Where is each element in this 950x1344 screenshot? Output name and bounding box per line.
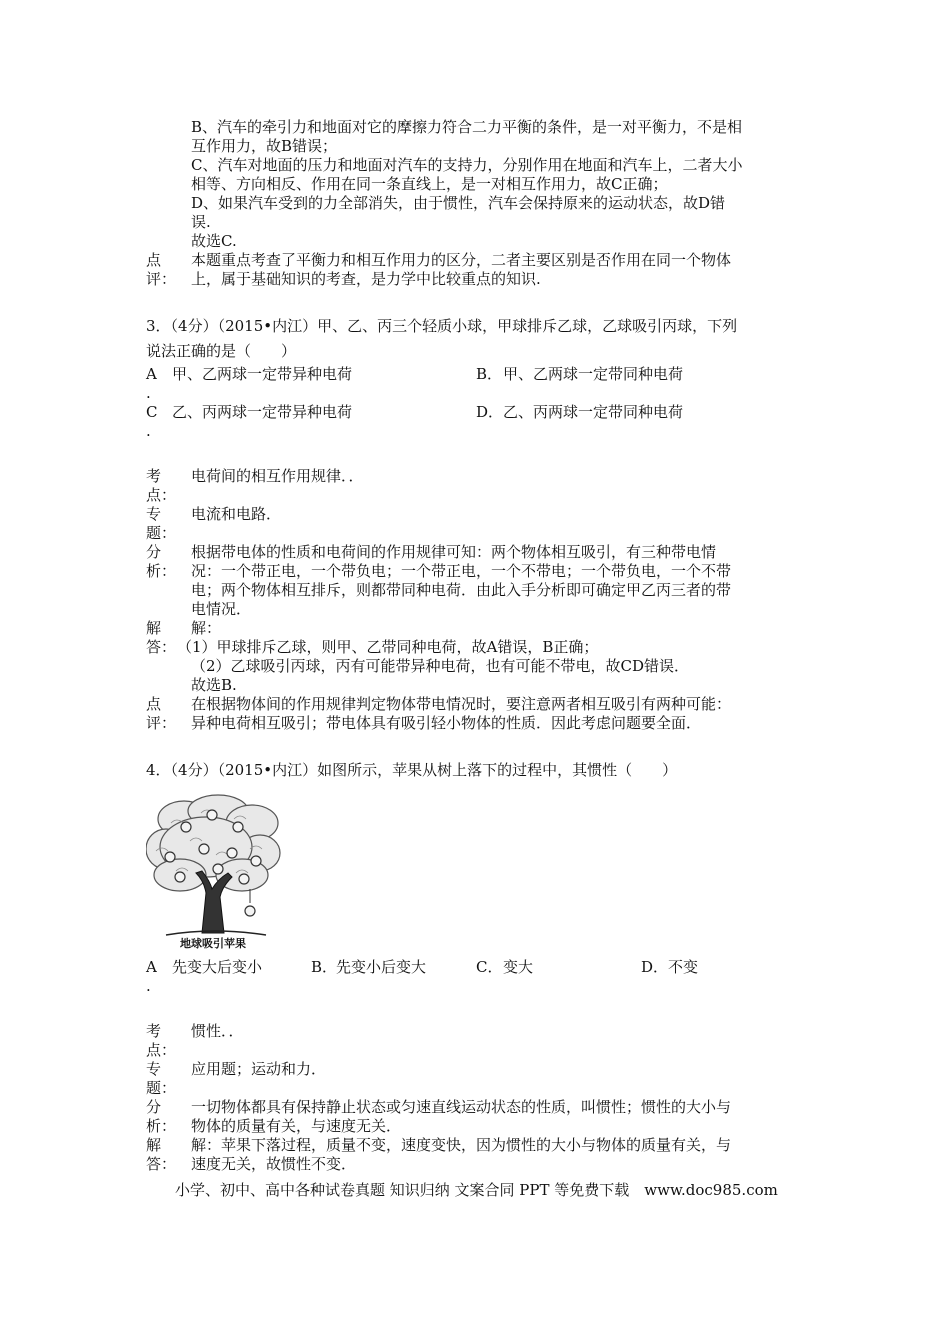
q3-fenxi-line: 电情况．	[191, 600, 252, 618]
q3-option-d: 乙、丙两球一定带同种电荷	[503, 403, 684, 421]
q3-stem: 3．（4分）（2015•内江）甲、乙、丙三个轻质小球，甲球排斥乙球，乙球吸引丙球，下列	[146, 317, 738, 335]
apple-tree-figure	[146, 793, 282, 949]
kaodian-label: 考	[146, 467, 162, 485]
q4-option-d: 不变	[668, 958, 699, 976]
zhuanti-label: 专	[146, 1060, 162, 1078]
q4-option-d-letter: D．	[641, 958, 669, 976]
q4-fenxi-line: 一切物体都具有保持静止状态或匀速直线运动状态的性质，叫惯性；惯性的大小与	[191, 1098, 732, 1116]
fenxi-label: 分	[146, 543, 162, 561]
q3-option-c-dot: .	[146, 422, 151, 440]
q3-fenxi-line: 电；两个物体相互排斥，则都带同种电荷．由此入手分析即可确定甲乙丙三者的带	[191, 581, 732, 599]
fenxi-label: 析：	[146, 562, 177, 580]
apple-tree-image	[146, 793, 282, 949]
q3-option-a: 甲、乙两球一定带异种电荷	[172, 365, 353, 383]
prev-answer-line: B、汽车的牵引力和地面对它的摩擦力符合二力平衡的条件，是一对平衡力，不是相	[191, 118, 743, 136]
jieda-label: 解	[146, 619, 162, 637]
q4-kaodian: 惯性．．	[191, 1022, 244, 1040]
q4-jieda-line: 速度无关，故惯性不变．	[191, 1155, 357, 1173]
zhuanti-label: 题：	[146, 524, 177, 542]
comment-label: 评：	[146, 270, 177, 288]
q4-fenxi-line: 物体的质量有关，与速度无关．	[191, 1117, 402, 1135]
q4-zhuanti: 应用题；运动和力．	[191, 1060, 327, 1078]
dianping-label: 评：	[146, 714, 177, 732]
q3-kaodian: 电荷间的相互作用规律．．	[191, 467, 364, 485]
zhuanti-label: 题：	[146, 1079, 177, 1097]
q4-jieda-line: 解：苹果下落过程，质量不变，速度变快，因为惯性的大小与物体的质量有关，与	[191, 1136, 732, 1154]
q3-option-c-letter: C	[146, 403, 158, 421]
prev-answer-line: 相等、方向相反、作用在同一条直线上，是一对相互作用力，故C正确；	[191, 175, 668, 193]
prev-answer-line: 互作用力，故B错误；	[191, 137, 338, 155]
q4-option-b: 先变小后变大	[336, 958, 427, 976]
q3-fenxi-line: 根据带电体的性质和电荷间的作用规律可知：两个物体相互吸引，有三种带电情	[191, 543, 717, 561]
prev-answer-line: 误.	[191, 213, 211, 231]
q3-option-b: 甲、乙两球一定带同种电荷	[503, 365, 684, 383]
jieda-label: 解	[146, 1136, 162, 1154]
page-footer: 小学、初中、高中各种试卷真题 知识归纳 文案合同 PPT 等免费下载 www.doc985.com	[175, 1181, 778, 1199]
q3-option-c: 乙、丙两球一定带异种电荷	[172, 403, 353, 421]
prev-answer-line: C、汽车对地面的压力和地面对汽车的支持力，分别作用在地面和汽车上，二者大小	[191, 156, 743, 174]
q3-stem: 说法正确的是（ ）	[146, 342, 297, 360]
q3-jieda-line: （2）乙球吸引丙球，丙有可能带异种电荷，也有可能不带电，故CD错误．	[191, 657, 690, 675]
prev-comment-line: 上，属于基础知识的考查，是力学中比较重点的知识.	[191, 270, 541, 288]
kaodian-label: 点：	[146, 1041, 177, 1059]
q3-zhuanti: 电流和电路．	[191, 505, 282, 523]
prev-answer-line: D、如果汽车受到的力全部消失，由于惯性，汽车会保持原来的运动状态，故D错	[191, 194, 726, 212]
prev-answer-line: 故选C.	[191, 232, 237, 250]
q3-dianping-line: 在根据物体间的作用规律判定物体带电情况时，要注意两者相互吸引有两种可能：	[191, 695, 732, 713]
figure-caption: 地球吸引苹果	[180, 937, 246, 949]
q3-option-d-letter: D．	[476, 403, 504, 421]
fenxi-label: 析：	[146, 1117, 177, 1135]
zhuanti-label: 专	[146, 505, 162, 523]
jieda-label: 答：	[146, 638, 177, 656]
q3-option-a-dot: .	[146, 384, 151, 402]
q3-option-b-letter: B．	[476, 365, 503, 383]
kaodian-label: 点：	[146, 486, 177, 504]
q3-option-a-letter: A	[146, 365, 157, 383]
q3-jieda-line: （1）甲球排斥乙球，则甲、乙带同种电荷，故A错误，B正确；	[177, 638, 599, 656]
q4-option-c: 变大	[503, 958, 534, 976]
fenxi-label: 分	[146, 1098, 162, 1116]
q3-jieda-line: 解：	[191, 619, 222, 637]
q3-dianping-line: 异种电荷相互吸引；带电体具有吸引轻小物体的性质．因此考虑问题要全面．	[191, 714, 702, 732]
q3-fenxi-line: 况：一个带正电，一个带负电；一个带正电，一个不带电；一个带负电，一个不带	[191, 562, 732, 580]
prev-comment-line: 本题重点考查了平衡力和相互作用力的区分，二者主要区别是否作用在同一个物体	[191, 251, 732, 269]
q3-jieda-line: 故选B.	[191, 676, 237, 694]
comment-label: 点	[146, 251, 162, 269]
q4-option-b-letter: B．	[311, 958, 338, 976]
q4-option-a-dot: .	[146, 977, 151, 995]
q4-option-c-letter: C．	[476, 958, 503, 976]
q4-option-a: 先变大后变小	[172, 958, 263, 976]
dianping-label: 点	[146, 695, 162, 713]
q4-option-a-letter: A	[146, 958, 157, 976]
kaodian-label: 考	[146, 1022, 162, 1040]
jieda-label: 答：	[146, 1155, 177, 1173]
q4-stem: 4．（4分）（2015•内江）如图所示，苹果从树上落下的过程中，其惯性（ ）	[146, 761, 678, 779]
